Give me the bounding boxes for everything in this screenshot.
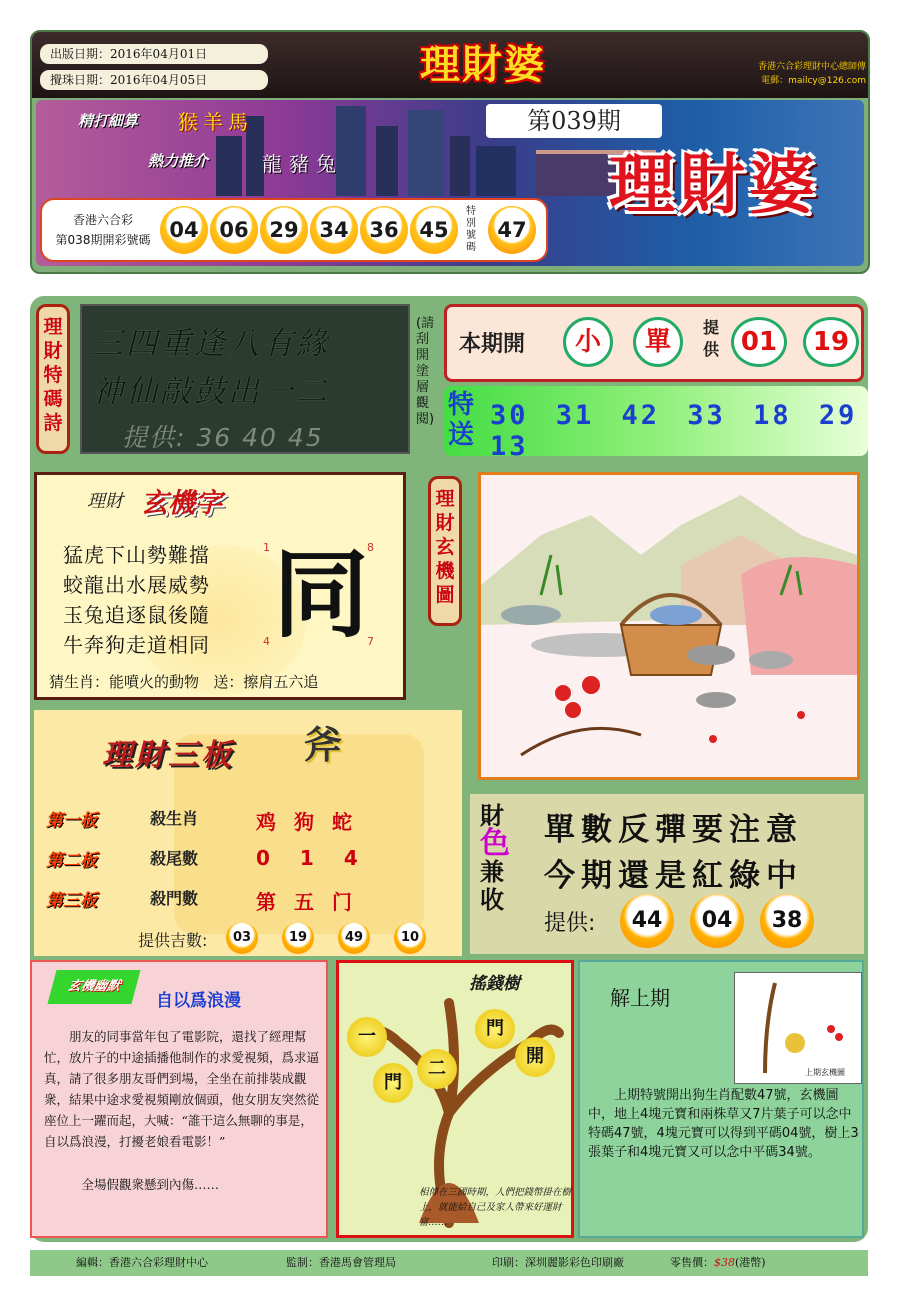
result-ball: 45	[410, 206, 458, 254]
san-ban-row: 第二板 殺尾數 014	[46, 846, 388, 871]
xuan-ji-big-char: 同	[273, 538, 369, 651]
money-tree-caption: 相傳在三國時期，人們把錢幣掛在樹上，就能給自己及家人帶來好運財富……	[419, 1187, 572, 1228]
special-label: 特別號碼	[466, 206, 476, 253]
building	[408, 110, 444, 196]
poem-scratch-panel	[80, 304, 410, 454]
tree-fruit: 一	[347, 1017, 387, 1057]
poem-line: 神仙敲鼓出一二	[92, 374, 330, 410]
odd-even-label: 本期開	[459, 332, 526, 357]
lucky-ball: 10	[394, 922, 426, 954]
centre-info	[706, 60, 866, 88]
cai-label: 財 色 兼收	[480, 802, 510, 914]
footer-supervisor: 監制：香港馬會管理局	[286, 1256, 396, 1269]
special-send-label: 特送	[448, 390, 475, 450]
thumb-tree	[765, 983, 775, 1073]
scratch-note: (請刮開塗層觀閱)	[416, 316, 435, 427]
fruit	[582, 676, 600, 694]
jie-shang-qi-panel	[578, 960, 864, 1238]
xuan-ji-zi-panel	[34, 472, 406, 700]
stone	[749, 651, 793, 669]
header-top-bar	[32, 32, 868, 98]
size-circle: 小	[563, 317, 613, 367]
humor-title: 自以爲浪漫	[156, 991, 241, 1011]
jie-shang-qi-title: 解上期	[610, 986, 670, 1010]
money-tree-panel	[336, 960, 574, 1238]
corner-number: 1	[263, 541, 270, 554]
issue-number: 第039期	[486, 104, 662, 138]
fruit	[555, 685, 571, 701]
rabbit	[650, 605, 702, 625]
building	[476, 146, 516, 196]
centre-email: 電郵：mailcy@126.com	[761, 76, 866, 86]
building	[450, 136, 470, 196]
result-ball: 04	[160, 206, 208, 254]
xuan-ji-line: 玉兔追逐鼠後隨	[63, 603, 210, 627]
san-ban-provide-label: 提供吉數:	[138, 931, 208, 950]
tree-fruit: 門	[373, 1063, 413, 1103]
stone	[501, 605, 561, 625]
corner-number: 4	[263, 635, 270, 648]
humor-panel	[30, 960, 328, 1238]
jingda-zodiacs: 猴羊馬	[178, 110, 253, 134]
fruit	[797, 711, 805, 719]
thumb-figure	[785, 1033, 805, 1053]
poem-provide: 提供: 36 40 45	[122, 423, 324, 452]
thumb-fruit	[827, 1025, 835, 1033]
fruit	[709, 735, 717, 743]
tree-fruit: 門	[475, 1009, 515, 1049]
lucky-ball: 19	[282, 922, 314, 954]
previous-draw-label: 香港六合彩 第038期開彩號碼	[55, 213, 151, 247]
previous-puzzle-thumbnail	[734, 972, 862, 1084]
jingda-label: 精打細算	[78, 112, 139, 130]
humor-badge: 玄機幽默	[47, 970, 140, 1004]
money-tree-title: 搖錢樹	[469, 974, 520, 994]
draw-date: 攪珠日期：2016年04月05日	[40, 70, 268, 90]
footer	[30, 1250, 868, 1276]
san-ban-row: 第三板 殺門數 第五门	[46, 889, 370, 914]
header	[30, 30, 870, 274]
odd-even-box	[444, 304, 864, 382]
xuan-ji-label-prefix: 理財	[87, 491, 123, 512]
lucky-ball: 03	[226, 922, 258, 954]
corner-number: 8	[367, 541, 374, 554]
stone	[687, 645, 735, 665]
building	[376, 126, 398, 196]
jie-shang-qi-text: 上期特號開出狗生肖配數47號，玄機圖中，地上4塊元寶和兩株草又7片葉子可以念中特碼47號，4塊元寶可以得到平碼04號，樹上3張葉子和4塊元寶又可以念中平碼34號。	[588, 1088, 859, 1160]
poem-tag: 理財特碼詩	[36, 304, 70, 454]
hot-zodiacs: 龍豬兔	[262, 152, 343, 176]
footer-price: 零售價：$38(港幣)	[670, 1256, 766, 1269]
previous-draw	[40, 198, 548, 262]
corner-number: 7	[367, 635, 374, 648]
hot-label: 熱力推介	[148, 152, 209, 170]
cai-ball: 38	[760, 894, 814, 948]
publish-date: 出版日期：2016年04月01日	[40, 44, 268, 64]
main-panel	[30, 296, 868, 1242]
footer-printer: 印刷：深圳麗影彩色印刷廠	[492, 1256, 624, 1269]
special-ball: 47	[488, 206, 536, 254]
stone	[696, 692, 736, 708]
puzzle-illustration	[481, 475, 857, 777]
logo-big: 理財婆	[609, 146, 819, 223]
xuan-ji-line: 牛奔狗走道相同	[63, 633, 210, 657]
cai-line: 單數反彈要注意	[544, 812, 803, 848]
humor-paragraph: 朋友的同事當年包了電影院，還找了經理幫忙，放片子的中途插播他制作的求愛視頻，爲求逼真，請了很多朋友哥們到場，全坐在前排裝成觀衆，結果中途求愛視頻剛放個頭，他女朋友突然從座位上一躍而起，大喊：“誰干這么無聊的事是，自以爲浪漫，打擾老娘看電影！”	[44, 1029, 320, 1149]
special-send-bar	[444, 386, 868, 462]
parity-circle: 單	[633, 317, 683, 367]
banner	[36, 100, 864, 266]
thumb-fruit	[835, 1033, 843, 1041]
lucky-ball: 49	[338, 922, 370, 954]
cai-provide-label: 提供:	[544, 911, 596, 936]
san-ban-char: 斧	[304, 723, 343, 767]
san-ban-panel	[34, 710, 462, 956]
xuan-ji-line: 蛟龍出水展威勢	[63, 573, 210, 597]
logo-small: 理財婆	[420, 42, 546, 88]
xuan-ji-footer: 猜生肖：能噴火的動物 送：擦肩五六追	[49, 673, 319, 691]
san-ban-title: 理財三板	[102, 738, 234, 773]
xuan-ji-tu-tag: 理財玄機圖	[428, 476, 462, 626]
result-ball: 36	[360, 206, 408, 254]
xuan-ji-label: 玄機字	[141, 488, 222, 519]
footer-editor: 編輯：香港六合彩理財中心	[76, 1256, 208, 1269]
result-ball: 06	[210, 206, 258, 254]
provide-number: 01	[731, 317, 787, 367]
xuan-ji-tu-picture	[478, 472, 860, 780]
cai-ball: 04	[690, 894, 744, 948]
poem-line: 三四重逢八有緣	[92, 326, 330, 362]
result-ball: 29	[260, 206, 308, 254]
cai-ball: 44	[620, 894, 674, 948]
branch	[521, 728, 641, 755]
cai-line: 今期還是紅綠中	[544, 858, 803, 894]
odd-even-provide-label: 提供	[703, 318, 720, 359]
provide-number: 19	[803, 317, 859, 367]
centre-line1: 香港六合彩理財中心總師傳	[757, 62, 866, 72]
special-send-numbers: 30 31 42 33 18 29 13	[490, 400, 858, 462]
building	[216, 136, 242, 196]
xuan-ji-line: 猛虎下山勢難擋	[63, 543, 210, 567]
humor-paragraph: 全場假觀衆懸到內傷……	[81, 1177, 220, 1192]
result-ball: 34	[310, 206, 358, 254]
thumb-caption: 上期玄機圖	[805, 1068, 845, 1077]
tree-fruit: 開	[515, 1037, 555, 1077]
tree-fruit: 二	[417, 1049, 457, 1089]
san-ban-row: 第一板 殺生肖 鸡狗蛇	[46, 809, 370, 834]
cai-se-jian-shou-panel	[470, 794, 864, 954]
fruit	[565, 702, 581, 718]
